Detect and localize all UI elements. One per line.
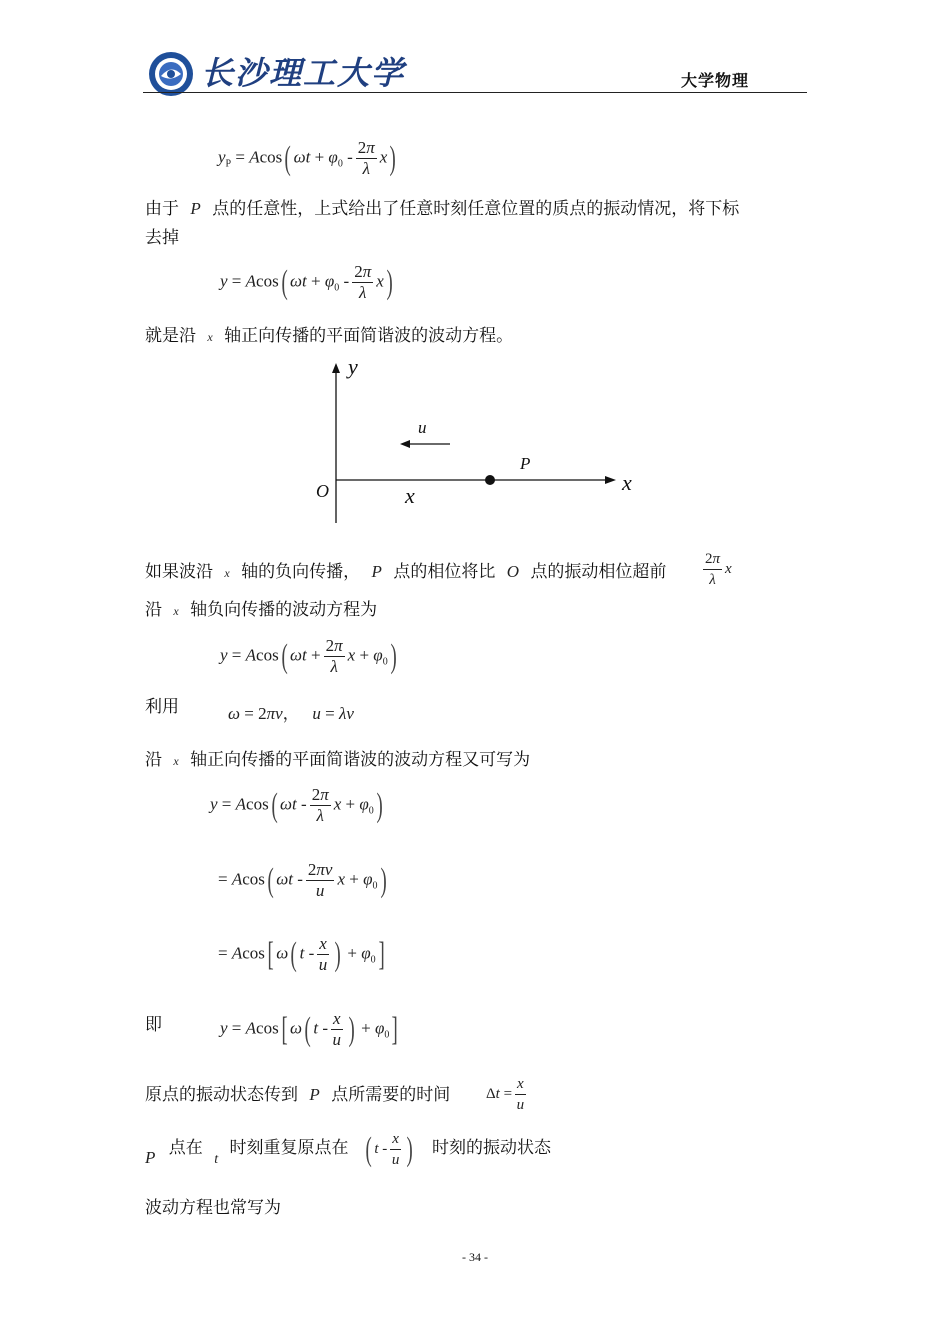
text-segment: 轴负向传播的波动方程为: [190, 600, 378, 620]
text-segment: 点的振动相位超前: [530, 562, 667, 582]
paragraph-using: 利用: [145, 697, 179, 717]
var-p: P: [190, 199, 201, 218]
equation-y: y = Acos( $\omega t + \varphi_0$ - $\frac{2\pi}{\lambda}$ x): [220, 262, 393, 302]
x-axis-label: x: [622, 470, 632, 495]
text-segment: 点所需要的时间: [331, 1085, 451, 1105]
equation-rewrite-3: = Acos[ ω( t - $\frac{x}{u}$ ) + $\varphi_0$]: [218, 934, 385, 974]
velocity-arrowhead-icon: [400, 440, 410, 448]
paragraph-time-delay: [145, 1085, 450, 1105]
paragraph-rewrite-intro: [145, 750, 530, 771]
var-p: P: [145, 1148, 156, 1167]
paragraph-namely: 即: [145, 1015, 162, 1035]
point-p: [485, 475, 495, 485]
page-number: - 34 -: [462, 1250, 488, 1264]
text-segment: 沿: [145, 600, 162, 620]
equation-delta-t: Δt = $\frac{x}{u}$: [486, 1076, 525, 1113]
velocity-u-label: u: [418, 418, 427, 437]
text-segment: 时刻重复原点在: [229, 1138, 349, 1158]
var-x: x: [173, 754, 179, 768]
var-x: x: [224, 566, 230, 580]
var-x: x: [173, 604, 179, 618]
var-t: t: [214, 1152, 219, 1167]
header: [143, 40, 807, 95]
text-segment: 如果波沿: [145, 562, 213, 582]
text-segment: 就是沿: [145, 326, 196, 346]
text-segment: 点在: [168, 1138, 203, 1158]
equation-relations: ω = 2πν， u = λν: [228, 704, 354, 723]
x-axis-arrow-icon: [605, 476, 616, 484]
var-p: P: [309, 1085, 320, 1104]
paragraph-negative-direction: [145, 562, 666, 583]
paragraph-arbitrary-p-line2: 去掉: [145, 228, 179, 248]
text-segment: 点的相位将比: [393, 562, 496, 582]
phase-lead-fraction: $\frac{2\pi}{\lambda}$ x: [705, 551, 732, 588]
paragraph-positive-wave: [145, 326, 513, 347]
distance-x-label: x: [405, 483, 415, 508]
paragraph-repeat-state-end: 时刻的振动状态: [432, 1138, 551, 1158]
equation-yp: $y_P = Acos$( $\omega t + \varphi_0$ - $\frac{2\pi}{\lambda}$ x): [218, 138, 397, 178]
y-axis-label: y: [348, 355, 358, 379]
text-segment: 原点的振动状态传到: [145, 1085, 298, 1105]
equation-rewrite-1: y = Acos( ωt - $\frac{2\pi}{\lambda}$ $x + \varphi_0$): [210, 785, 383, 825]
text-segment: 轴的负向传播，: [241, 562, 361, 582]
equation-final: y = Acos[ ω( t - $\frac{x}{u}$ ) + $\varphi_0$]: [220, 1009, 399, 1049]
point-p-label: P: [520, 454, 531, 473]
text-segment: 点的任意性，上式给出了任意时刻任意位置的质点的振动情况，将下标: [212, 199, 740, 219]
paragraph-negative-equation-intro: [145, 600, 377, 621]
paragraph-repeat-state: [145, 1138, 349, 1167]
y-axis-arrow-icon: [332, 363, 340, 373]
var-x: x: [207, 330, 213, 344]
var-p: P: [371, 562, 382, 581]
wave-diagram: [300, 355, 660, 530]
var-o: O: [506, 562, 520, 581]
equation-rewrite-2: = Acos( ωt - $\frac{2\pi\nu}{u}$ $x + \varphi_0$): [218, 860, 387, 900]
paragraph-arbitrary-p: [145, 199, 739, 219]
text-segment: 轴正向传播的平面简谐波的波动方程又可写为: [190, 750, 531, 770]
origin-label: O: [316, 481, 329, 501]
header-divider: [143, 92, 807, 93]
equation-negative-wave: y = Acos( ωt + $\frac{2\pi}{\lambda}$ $x + \varphi_0$): [220, 636, 397, 676]
text-segment: 由于: [145, 199, 179, 219]
text-segment: 轴正向传播的平面简谐波的波动方程。: [224, 326, 514, 346]
university-logo-icon: [147, 50, 195, 98]
paragraph-also-written: 波动方程也常写为: [145, 1198, 281, 1218]
university-name: 长沙理工大学: [201, 54, 406, 92]
equation-t-minus-xu: ( t - $\frac{x}{u}$ ): [365, 1130, 413, 1168]
text-segment: 沿: [145, 750, 162, 770]
course-title: 大学物理: [680, 71, 749, 90]
